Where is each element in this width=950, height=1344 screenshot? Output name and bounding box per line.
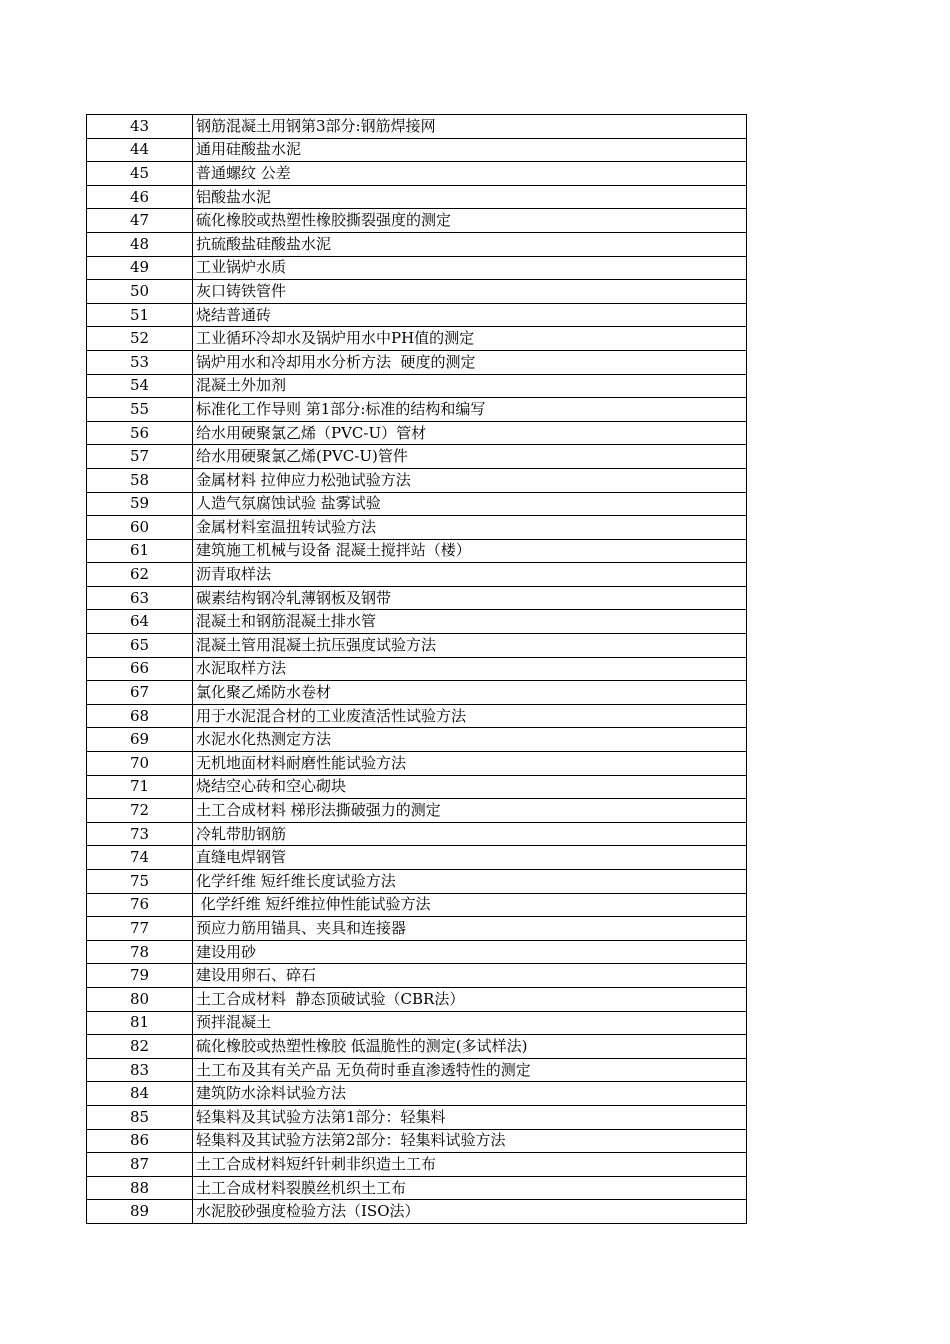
standard-title-cell: 工业锅炉水质 [193,256,747,280]
table-row [87,704,747,728]
row-number-cell: 56 [87,421,193,445]
standards-table [86,114,747,1224]
row-number-cell: 77 [87,917,193,941]
row-number-cell: 65 [87,634,193,658]
row-number-cell: 71 [87,775,193,799]
standard-title-cell: 水泥水化热测定方法 [193,728,747,752]
row-number-cell: 49 [87,256,193,280]
standard-title-cell: 水泥取样方法 [193,657,747,681]
row-number-cell: 75 [87,870,193,894]
standard-title-cell: 化学纤维 短纤维长度试验方法 [193,870,747,894]
table-row [87,1011,747,1035]
table-row [87,752,747,776]
standard-title-cell: 建设用砂 [193,940,747,964]
row-number-cell: 72 [87,799,193,823]
table-row [87,987,747,1011]
standard-title-cell: 土工合成材料裂膜丝机织土工布 [193,1176,747,1200]
standard-title-cell: 土工布及其有关产品 无负荷时垂直渗透特性的测定 [193,1058,747,1082]
table-row [87,209,747,233]
standard-title-cell: 工业循环冷却水及锅炉用水中PH值的测定 [193,327,747,351]
standard-title-cell: 混凝土和钢筋混凝土排水管 [193,610,747,634]
row-number-cell: 78 [87,940,193,964]
row-number-cell: 60 [87,516,193,540]
table-row [87,138,747,162]
table-row [87,350,747,374]
standard-title-cell: 土工合成材料短纤针刺非织造土工布 [193,1153,747,1177]
standard-title-cell: 用于水泥混合材的工业废渣活性试验方法 [193,704,747,728]
standard-title-cell: 硫化橡胶或热塑性橡胶 低温脆性的测定(多试样法) [193,1035,747,1059]
standard-title-cell: 化学纤维 短纤维拉伸性能试验方法 [193,893,747,917]
table-row [87,1105,747,1129]
row-number-cell: 82 [87,1035,193,1059]
row-number-cell: 73 [87,822,193,846]
standard-title-cell: 混凝土管用混凝土抗压强度试验方法 [193,634,747,658]
row-number-cell: 63 [87,586,193,610]
standard-title-cell: 无机地面材料耐磨性能试验方法 [193,752,747,776]
standard-title-cell: 普通螺纹 公差 [193,162,747,186]
standard-title-cell: 冷轧带肋钢筋 [193,822,747,846]
row-number-cell: 43 [87,115,193,139]
table-row [87,846,747,870]
table-row [87,232,747,256]
standard-title-cell: 沥青取样法 [193,563,747,587]
row-number-cell: 81 [87,1011,193,1035]
table-row [87,799,747,823]
table-row [87,634,747,658]
standard-title-cell: 铝酸盐水泥 [193,185,747,209]
table-row [87,563,747,587]
row-number-cell: 76 [87,893,193,917]
table-row [87,280,747,304]
table-row [87,657,747,681]
row-number-cell: 86 [87,1129,193,1153]
table-row [87,1058,747,1082]
table-row [87,893,747,917]
standard-title-cell: 氯化聚乙烯防水卷材 [193,681,747,705]
standard-title-cell: 锅炉用水和冷却用水分析方法 硬度的测定 [193,350,747,374]
standard-title-cell: 混凝土外加剂 [193,374,747,398]
standard-title-cell: 通用硅酸盐水泥 [193,138,747,162]
standard-title-cell: 给水用硬聚氯乙烯（PVC-U）管材 [193,421,747,445]
table-row [87,445,747,469]
table-row [87,917,747,941]
table-row [87,964,747,988]
standard-title-cell: 给水用硬聚氯乙烯(PVC-U)管件 [193,445,747,469]
table-row [87,421,747,445]
standard-title-cell: 预应力筋用锚具、夹具和连接器 [193,917,747,941]
standard-title-cell: 土工合成材料 梯形法撕破强力的测定 [193,799,747,823]
row-number-cell: 70 [87,752,193,776]
table-row [87,681,747,705]
table-row [87,115,747,139]
table-row [87,1035,747,1059]
row-number-cell: 83 [87,1058,193,1082]
row-number-cell: 52 [87,327,193,351]
row-number-cell: 58 [87,468,193,492]
table-row [87,1082,747,1106]
row-number-cell: 68 [87,704,193,728]
standard-title-cell: 钢筋混凝土用钢第3部分:钢筋焊接网 [193,115,747,139]
row-number-cell: 51 [87,303,193,327]
standard-title-cell: 土工合成材料 静态顶破试验（CBR法） [193,987,747,1011]
table-row [87,775,747,799]
row-number-cell: 54 [87,374,193,398]
standard-title-cell: 轻集料及其试验方法第1部分：轻集料 [193,1105,747,1129]
standard-title-cell: 建筑防水涂料试验方法 [193,1082,747,1106]
row-number-cell: 87 [87,1153,193,1177]
standard-title-cell: 轻集料及其试验方法第2部分：轻集料试验方法 [193,1129,747,1153]
row-number-cell: 55 [87,398,193,422]
row-number-cell: 59 [87,492,193,516]
standard-title-cell: 标准化工作导则 第1部分:标准的结构和编写 [193,398,747,422]
table-row [87,1176,747,1200]
row-number-cell: 64 [87,610,193,634]
standards-table-body [87,115,747,1224]
row-number-cell: 62 [87,563,193,587]
standard-title-cell: 硫化橡胶或热塑性橡胶撕裂强度的测定 [193,209,747,233]
table-row [87,303,747,327]
row-number-cell: 44 [87,138,193,162]
standard-title-cell: 烧结空心砖和空心砌块 [193,775,747,799]
table-row [87,1153,747,1177]
table-row [87,398,747,422]
row-number-cell: 47 [87,209,193,233]
table-row [87,185,747,209]
standard-title-cell: 建设用卵石、碎石 [193,964,747,988]
table-row [87,1200,747,1224]
table-row [87,822,747,846]
standard-title-cell: 金属材料 拉伸应力松弛试验方法 [193,468,747,492]
table-row [87,870,747,894]
table-row [87,586,747,610]
table-row [87,256,747,280]
row-number-cell: 79 [87,964,193,988]
row-number-cell: 46 [87,185,193,209]
standard-title-cell: 金属材料室温扭转试验方法 [193,516,747,540]
table-row [87,610,747,634]
table-row [87,492,747,516]
table-row [87,327,747,351]
table-row [87,539,747,563]
standard-title-cell: 烧结普通砖 [193,303,747,327]
standard-title-cell: 直缝电焊钢管 [193,846,747,870]
row-number-cell: 89 [87,1200,193,1224]
table-row [87,728,747,752]
row-number-cell: 88 [87,1176,193,1200]
standard-title-cell: 灰口铸铁管件 [193,280,747,304]
row-number-cell: 61 [87,539,193,563]
standard-title-cell: 碳素结构钢冷轧薄钢板及钢带 [193,586,747,610]
standard-title-cell: 抗硫酸盐硅酸盐水泥 [193,232,747,256]
row-number-cell: 45 [87,162,193,186]
row-number-cell: 74 [87,846,193,870]
row-number-cell: 84 [87,1082,193,1106]
row-number-cell: 48 [87,232,193,256]
table-row [87,162,747,186]
table-row [87,940,747,964]
standard-title-cell: 人造气氛腐蚀试验 盐雾试验 [193,492,747,516]
row-number-cell: 67 [87,681,193,705]
standard-title-cell: 建筑施工机械与设备 混凝土搅拌站（楼） [193,539,747,563]
table-row [87,468,747,492]
row-number-cell: 50 [87,280,193,304]
row-number-cell: 69 [87,728,193,752]
standard-title-cell: 预拌混凝土 [193,1011,747,1035]
table-row [87,1129,747,1153]
table-row [87,516,747,540]
row-number-cell: 53 [87,350,193,374]
row-number-cell: 66 [87,657,193,681]
row-number-cell: 85 [87,1105,193,1129]
row-number-cell: 80 [87,987,193,1011]
row-number-cell: 57 [87,445,193,469]
standard-title-cell: 水泥胶砂强度检验方法（ISO法） [193,1200,747,1224]
table-row [87,374,747,398]
